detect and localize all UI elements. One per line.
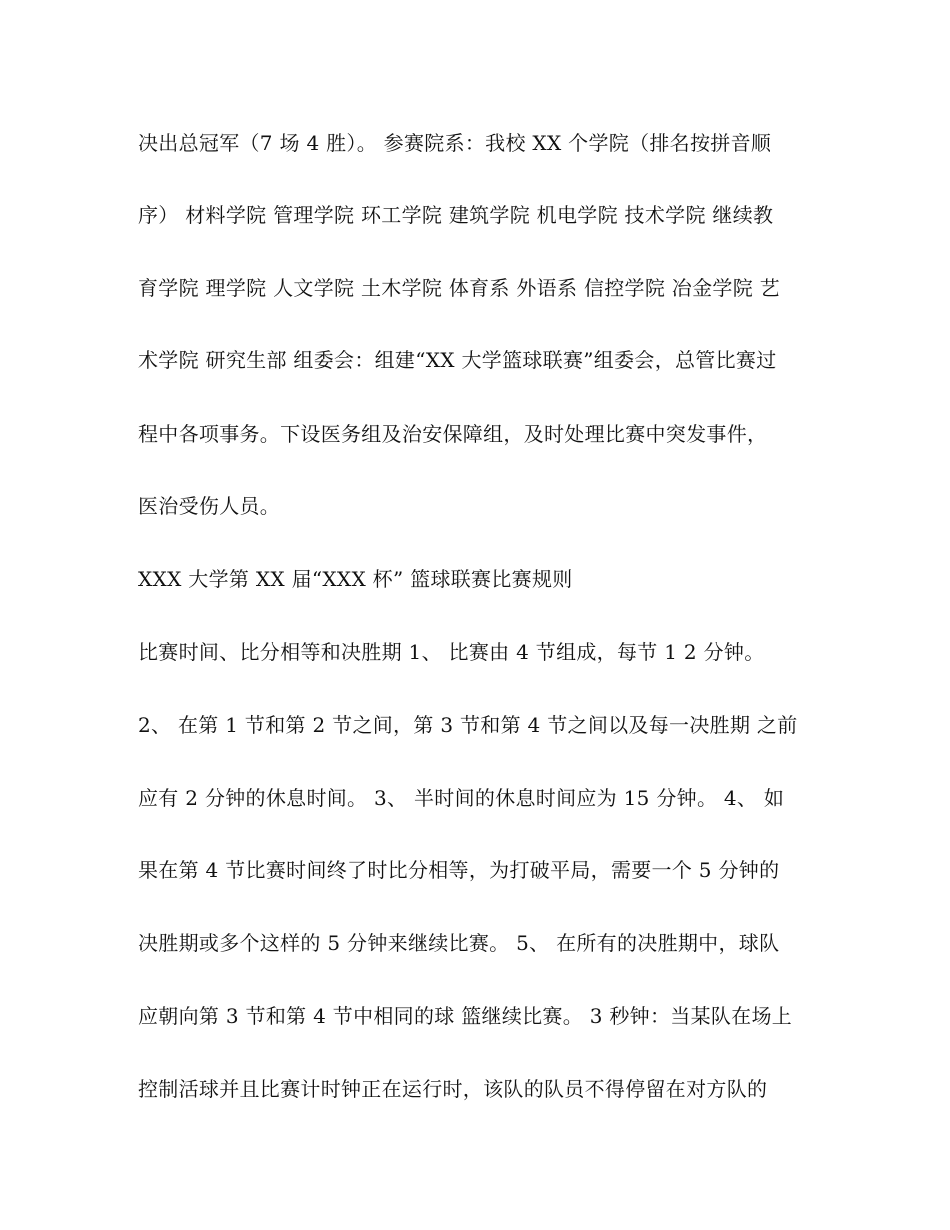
text-line: 控制活球并且比赛计时钟正在运行时，该队的队员不得停留在对方队的	[138, 1077, 768, 1101]
text-line: 医治受伤人员。	[138, 494, 281, 518]
text-line: 育学院 理学院 人文学院 土木学院 体育系 外语系 信控学院 冶金学院 艺	[138, 276, 780, 300]
text-line: 应有 2 分钟的休息时间。 3、 半时间的休息时间应为 15 分钟。 4、 如	[138, 786, 785, 810]
text-line: 应朝向第 3 节和第 4 节中相同的球 篮继续比赛。 3 秒钟：当某队在场上	[138, 1004, 793, 1028]
text-line: 决出总冠军（7 场 4 胜）。 参赛院系：我校 XX 个学院（排名按拼音顺	[138, 131, 772, 155]
text-line: 程中各项事务。下设医务组及治安保障组，及时处理比赛中突发事件，	[138, 422, 768, 446]
text-line: 2、 在第 1 节和第 2 节之间，第 3 节和第 4 节之间以及每一决胜期 之前	[138, 713, 798, 737]
section-heading: XXX 大学第 XX 届“XXX 杯” 篮球联赛比赛规则	[138, 567, 573, 591]
text-line: 比赛时间、比分相等和决胜期 1、 比赛由 4 节组成，每节 1 2 分钟。	[138, 640, 765, 664]
text-line: 序） 材料学院 管理学院 环工学院 建筑学院 机电学院 技术学院 继续教	[138, 203, 774, 227]
text-line: 术学院 研究生部 组委会：组建“XX 大学篮球联赛”组委会，总管比赛过	[138, 348, 777, 372]
text-line: 决胜期或多个这样的 5 分钟来继续比赛。 5、 在所有的决胜期中，球队	[138, 931, 780, 955]
text-line: 果在第 4 节比赛时间终了时比分相等，为打破平局，需要一个 5 分钟的	[138, 858, 780, 882]
